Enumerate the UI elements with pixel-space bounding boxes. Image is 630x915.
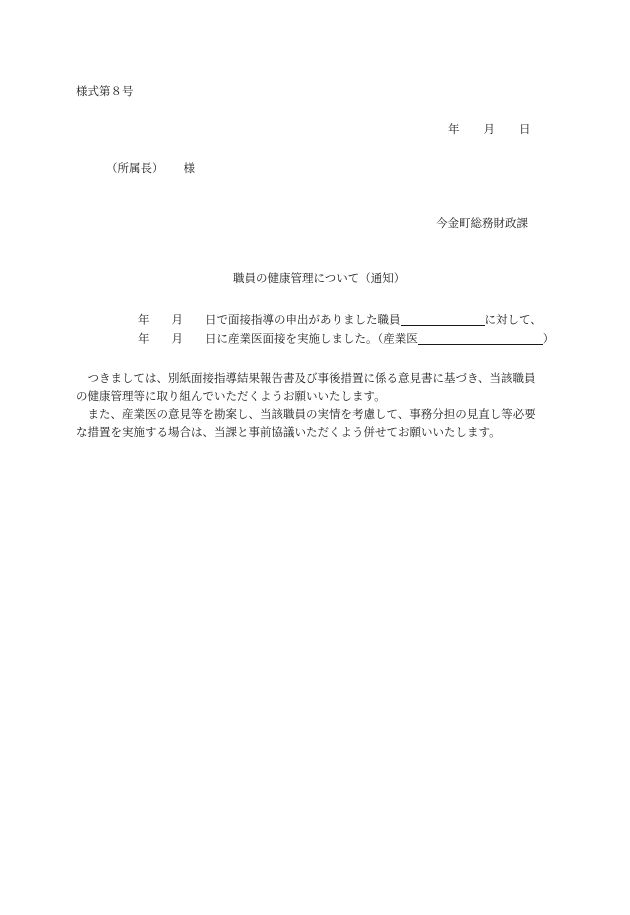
notice-row-1 [138, 313, 542, 326]
addressee [106, 163, 195, 175]
row1-text-after: に対して、 [484, 312, 542, 327]
addressee-honorific: 様 [183, 161, 195, 175]
doctor-name-blank[interactable] [418, 332, 543, 345]
row2-text-before: 日に産業医面接を実施しました。（産業医 [205, 331, 418, 346]
date-day: 日 [519, 122, 531, 136]
paragraph-1-line-2: の健康管理等に取り組んでいただくようお願いいたします。 [76, 389, 386, 403]
form-number: 様式第８号 [76, 84, 134, 98]
row1-text-before: 日で面接指導の申出がありました職員 [205, 312, 401, 327]
paragraph-2 [76, 405, 558, 441]
paragraph-1-line-1: つきましては、別紙面接指導結果報告書及び事後措置に係る意見書に基づき、当該職員 [76, 371, 536, 385]
paragraph-1 [76, 369, 558, 405]
date-month: 月 [483, 122, 495, 136]
notice-row-2 [138, 332, 554, 345]
employee-name-blank[interactable] [401, 313, 485, 326]
row2-year: 年 [138, 331, 150, 346]
row2-text-after: ） [542, 331, 555, 346]
date-year: 年 [448, 122, 460, 136]
row1-month: 月 [171, 312, 183, 327]
paragraph-2-line-1: また、産業医の意見等を勘案し、当該職員の実情を考慮して、事務分担の見直し等必要 [76, 407, 536, 421]
date-line [448, 124, 531, 136]
sender: 今金町総務財政課 [436, 216, 528, 230]
row2-month: 月 [171, 331, 183, 346]
document-title: 職員の健康管理について（通知） [233, 271, 406, 285]
row1-year: 年 [138, 312, 150, 327]
paragraph-2-line-2: な措置を実施する場合は、当課と事前協議いただくよう併せてお願いいたします。 [76, 425, 501, 439]
addressee-name: （所属長） [106, 161, 164, 175]
